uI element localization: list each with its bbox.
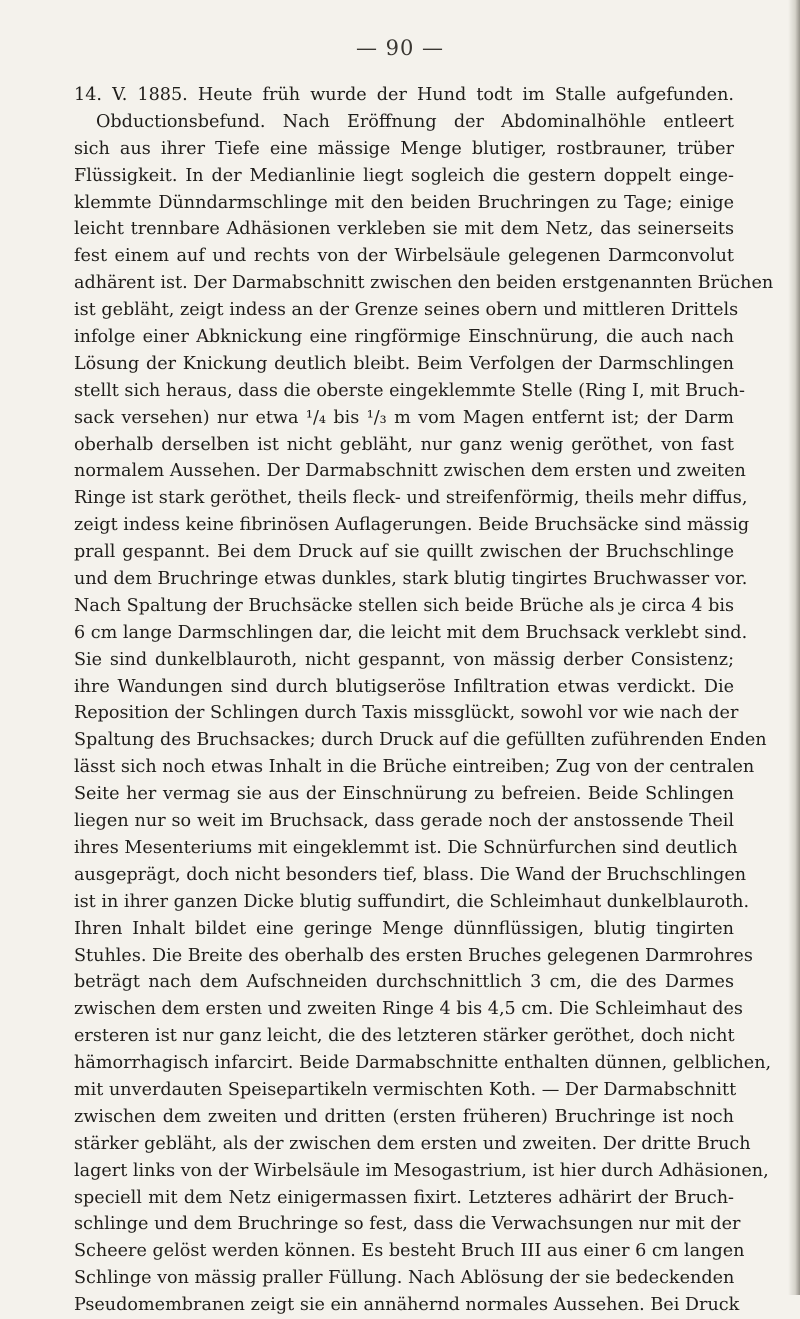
text-line: zwischen dem zweiten und dritten (ersten früheren) Bruchringe ist noch — [74, 1106, 734, 1127]
text-line: lagert links von der Wirbelsäule im Mesogastrium, ist hier durch Adhäsionen, — [74, 1160, 769, 1181]
text-line: Spaltung des Bruchsackes; durch Druck auf die gefüllten zuführenden Enden — [74, 730, 767, 751]
text-line: sich aus ihrer Tiefe eine mässige Menge blutiger, rostbrauner, trüber — [74, 138, 734, 159]
page-edge-shadow — [788, 0, 800, 1295]
text-line: fest einem auf und rechts von der Wirbelsäule gelegenen Darmconvolut — [74, 246, 734, 267]
text-line: hämorrhagisch infarcirt. Beide Darmabschnitte enthalten dünnen, gelblichen, — [74, 1053, 772, 1074]
text-line: ihre Wandungen sind durch blutigseröse Infiltration etwas verdickt. Die — [74, 676, 734, 697]
text-line: prall gespannt. Bei dem Druck auf sie quillt zwischen der Bruchschlinge — [74, 542, 734, 563]
text-line: Schlinge von mässig praller Füllung. Nach Ablösung der sie bedeckenden — [74, 1268, 735, 1289]
text-line: ist in ihrer ganzen Dicke blutig suffundirt, die Schleimhaut dunkelblauroth. — [74, 891, 750, 912]
text-line: ersteren ist nur ganz leicht, die des letzteren stärker geröthet, doch nicht — [74, 1026, 735, 1047]
text-line: und dem Bruchringe etwas dunkles, stark blutig tingirtes Bruchwasser vor. — [74, 569, 748, 590]
text-line: Ringe ist stark geröthet, theils fleck- und streifenförmig, theils mehr diffus, — [74, 488, 748, 509]
text-line: Lösung der Knickung deutlich bleibt. Beim Verfolgen der Darmschlingen — [74, 353, 734, 374]
text-line: lässt sich noch etwas Inhalt in die Brüche eintreiben; Zug von der centralen — [74, 757, 755, 778]
text-line: Flüssigkeit. In der Medianlinie liegt sogleich die gestern doppelt einge- — [74, 165, 734, 186]
text-line: Pseudomembranen zeigt sie ein annähernd normales Aussehen. Bei Druck — [74, 1295, 740, 1316]
text-line: adhärent ist. Der Darmabschnitt zwischen den beiden erstgenannten Brüchen — [74, 273, 774, 294]
page-number: — 90 — — [355, 36, 445, 60]
text-line: Reposition der Schlingen durch Taxis missglückt, sowohl vor wie nach der — [74, 703, 739, 724]
text-line: zeigt indess keine fibrinösen Auflagerungen. Beide Bruchsäcke sind mässig — [74, 515, 750, 536]
text-line: ist gebläht, zeigt indess an der Grenze seines obern und mittleren Drittels — [74, 300, 739, 321]
text-line: normalem Aussehen. Der Darmabschnitt zwischen dem ersten und zweiten — [74, 461, 746, 482]
text-line: Ihren Inhalt bildet eine geringe Menge dünnflüssigen, blutig tingirten — [74, 918, 734, 939]
text-line: sack versehen) nur etwa ¹/₄ bis ¹/₃ m vom Magen entfernt ist; der Darm — [74, 407, 734, 428]
text-line: Nach Spaltung der Bruchsäcke stellen sich beide Brüche als je circa 4 bis — [74, 595, 734, 616]
text-line: liegen nur so weit im Bruchsack, dass gerade noch der anstossende Theil — [74, 811, 734, 832]
text-line: Stuhles. Die Breite des oberhalb des ersten Bruches gelegenen Darmrohres — [74, 945, 753, 966]
text-line: oberhalb derselben ist nicht gebläht, nur ganz wenig geröthet, von fast — [74, 434, 734, 455]
text-line: stellt sich heraus, dass die oberste eingeklemmte Stelle (Ring I, mit Bruch- — [74, 380, 745, 401]
text-line: leicht trennbare Adhäsionen verkleben sie mit dem Netz, das seinerseits — [74, 219, 734, 240]
text-line: 6 cm lange Darmschlingen dar, die leicht mit dem Bruchsack verklebt sind. — [74, 622, 748, 643]
text-line: ihres Mesenteriums mit eingeklemmt ist. Die Schnürfurchen sind deutlich — [74, 837, 738, 858]
text-line: beträgt nach dem Aufschneiden durchschnittlich 3 cm, die des Darmes — [74, 972, 734, 993]
text-line: Obductionsbefund. Nach Eröffnung der Abdominalhöhle entleert — [96, 111, 734, 132]
text-line: schlinge und dem Bruchringe so fest, dass die Verwachsungen nur mit der — [74, 1214, 741, 1235]
text-line: zwischen dem ersten und zweiten Ringe 4 bis 4,5 cm. Die Schleimhaut des — [74, 999, 743, 1020]
text-line: infolge einer Abknickung eine ringförmige Einschnürung, die auch nach — [74, 327, 734, 348]
text-line: Seite her vermag sie aus der Einschnürung zu befreien. Beide Schlingen — [74, 784, 734, 805]
text-line: ausgeprägt, doch nicht besonders tief, blass. Die Wand der Bruchschlingen — [74, 864, 747, 885]
text-line: 14. V. 1885. Heute früh wurde der Hund todt im Stalle aufgefunden. — [74, 85, 734, 105]
text-line: Scheere gelöst werden können. Es besteht Bruch III aus einer 6 cm langen — [74, 1241, 745, 1262]
text-line: klemmte Dünndarmschlinge mit den beiden Bruchringen zu Tage; einige — [74, 192, 734, 213]
text-line: mit unverdauten Speisepartikeln vermischten Koth. — Der Darmabschnitt — [74, 1079, 737, 1100]
text-line: Sie sind dunkelblauroth, nicht gespannt, von mässig derber Consistenz; — [74, 649, 734, 670]
text-line: stärker gebläht, als der zwischen dem ersten und zweiten. Der dritte Bruch — [74, 1133, 751, 1154]
text-line: speciell mit dem Netz einigermassen fixirt. Letzteres adhärirt der Bruch- — [74, 1187, 734, 1208]
body-text — [74, 82, 774, 1319]
